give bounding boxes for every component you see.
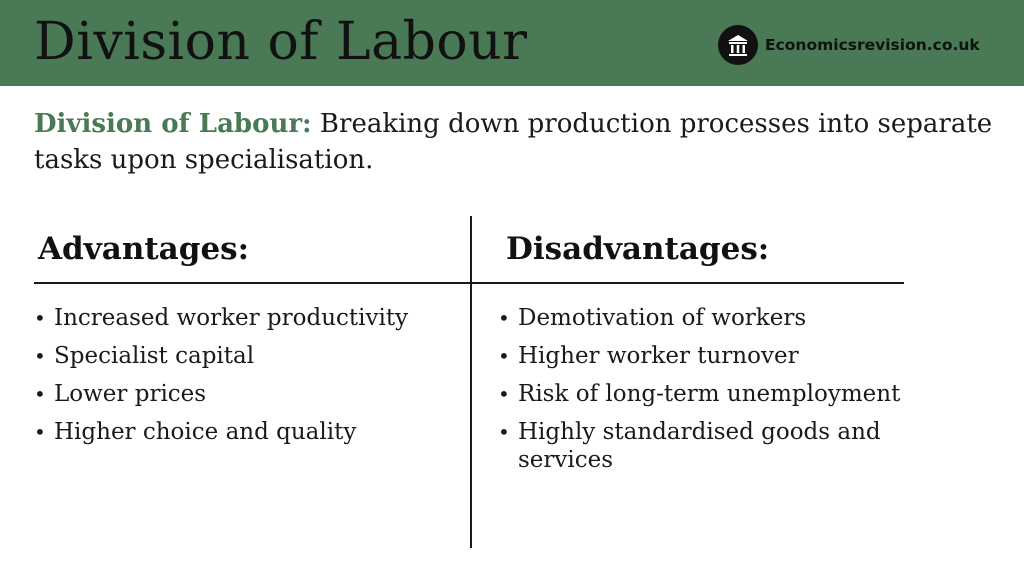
pillars-logo-icon	[718, 25, 758, 65]
brand	[718, 25, 980, 65]
disadvantages-heading: Disadvantages:	[506, 231, 770, 267]
definition	[34, 106, 994, 178]
advantages-list	[34, 304, 464, 456]
vertical-divider	[470, 216, 472, 548]
advantages-heading: Advantages:	[38, 231, 250, 267]
list-item: • Lower prices	[34, 380, 464, 408]
list-item: • Demotivation of workers	[498, 304, 968, 332]
list-item: • Risk of long-term unemployment	[498, 380, 968, 408]
list-item: • Specialist capital	[34, 342, 464, 370]
definition-text: Breaking down production processes into separate tasks upon specialisation.	[34, 109, 993, 175]
list-item: • Highly standardised goods and services	[498, 418, 968, 474]
header-bar	[0, 0, 1024, 86]
definition-term: Division of Labour:	[34, 109, 312, 139]
page-title: Division of Labour	[34, 12, 528, 72]
horizontal-divider	[34, 282, 904, 284]
brand-name: Economicsrevision.co.uk	[765, 36, 980, 54]
list-item: • Higher choice and quality	[34, 418, 464, 446]
list-item: • Increased worker productivity	[34, 304, 464, 332]
list-item: • Higher worker turnover	[498, 342, 968, 370]
disadvantages-list	[498, 304, 968, 484]
